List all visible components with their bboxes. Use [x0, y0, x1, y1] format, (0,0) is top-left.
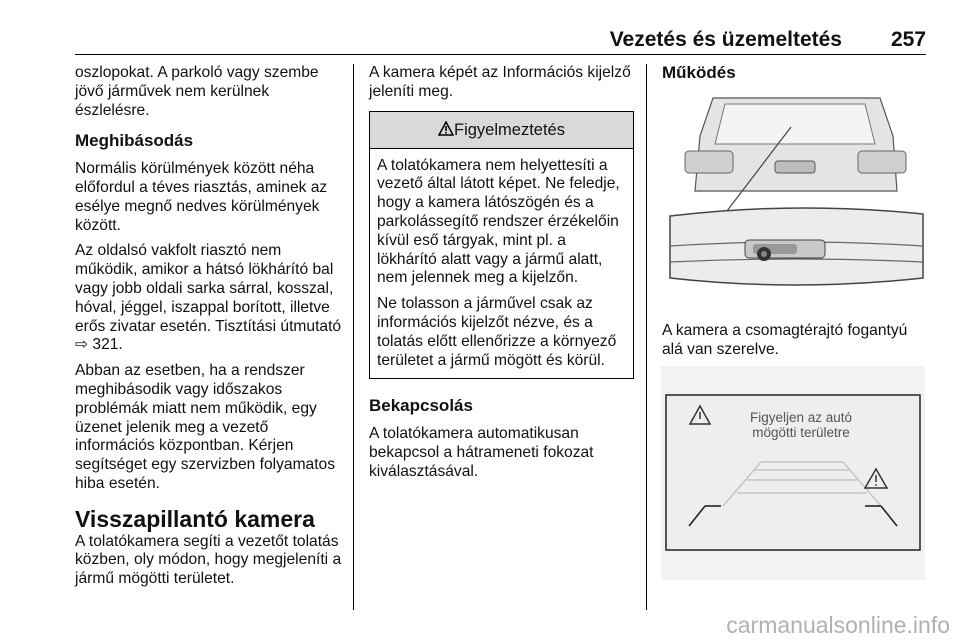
warning-paragraph-1: A tolatókamera nem helyettesíti a vezető által látott képet. Ne feledje, hogy a kamera látószögén és a parkolássegítő rendszer érzékelőin kívül eső tárgyak, mint pl. a lökhárító alatt vagy a jármű alatt, nem jelennek meg a kijelzőn. — [377, 156, 620, 287]
heading-fault: Meghibásodás — [75, 131, 194, 151]
display-paragraph: A kamera képét az Információs kijelző jeleníti meg. — [369, 64, 631, 100]
column-right — [662, 63, 926, 358]
warning-box — [369, 111, 634, 380]
heading-operation: Működés — [662, 63, 736, 82]
header-rule — [75, 54, 926, 55]
column-left — [75, 64, 345, 596]
figure-caption: A kamera a csomagtérajtó fogantyú alá van szerelve. — [662, 322, 908, 358]
intro-paragraph: oszlopokat. A parkoló vagy szembe jövő járművek nem kerülnek észlelésre. — [75, 64, 319, 119]
column-divider — [353, 64, 354, 610]
warning-header — [370, 112, 633, 149]
switch-on-paragraph: A tolatókamera automatikusan bekapcsol a hátrameneti fokozat kiválasztásával. — [369, 425, 594, 480]
warning-title: Figyelmeztetés — [454, 120, 565, 139]
screen-message-line-2: mögötti területre — [752, 425, 850, 440]
column-middle — [369, 64, 634, 489]
heading-switch-on: Bekapcsolás — [369, 396, 473, 416]
warning-paragraph-2: Ne tolasson a járművel csak az információs kijelzőt nézve, és a tolatás előtt ellenőrizze a környező területet a jármű mögött és körül. — [377, 295, 617, 369]
tailgate-camera-illustration — [665, 96, 926, 303]
fault-paragraph-1: Normális körülmények között néha előfordul a téves riasztás, aminek az esélye megnő nedves körülmények között. — [75, 160, 328, 234]
screen-message-line-1: Figyeljen az autó — [749, 410, 853, 425]
watermark: carmanualsonline.info — [726, 612, 950, 638]
page-header — [75, 28, 926, 52]
page-number: 257 — [890, 28, 926, 51]
camera-paragraph: A tolatókamera segíti a vezetőt tolatás közben, oly módon, hogy megjeleníti a jármű mögötti területet. — [75, 532, 342, 588]
section-title: Vezetés és üzemeltetés — [609, 28, 842, 51]
fault-paragraph-2: Az oldalsó vakfolt riasztó nem működik, amikor a hátsó lökhárító bal vagy jobb oldali sarka sárral, kosszal, hóval, jéggel, iszappal borított, illetve erős zivatar esetén. Tisztítási útmutató ⇨ 321. — [75, 242, 342, 354]
fault-paragraph-3: Abban az esetben, ha a rendszer meghibásodik vagy időszakos problémák miatt nem működik, egy üzenet jelenik meg a vezető információs központban. Kérjen segítséget egy szervizben folyamatos hiba esetén. — [75, 362, 336, 492]
column-divider — [646, 64, 647, 610]
heading-rear-camera: Visszapillantó kamera — [75, 505, 315, 532]
camera-display-illustration — [661, 366, 925, 580]
warning-triangle-icon — [438, 121, 454, 136]
